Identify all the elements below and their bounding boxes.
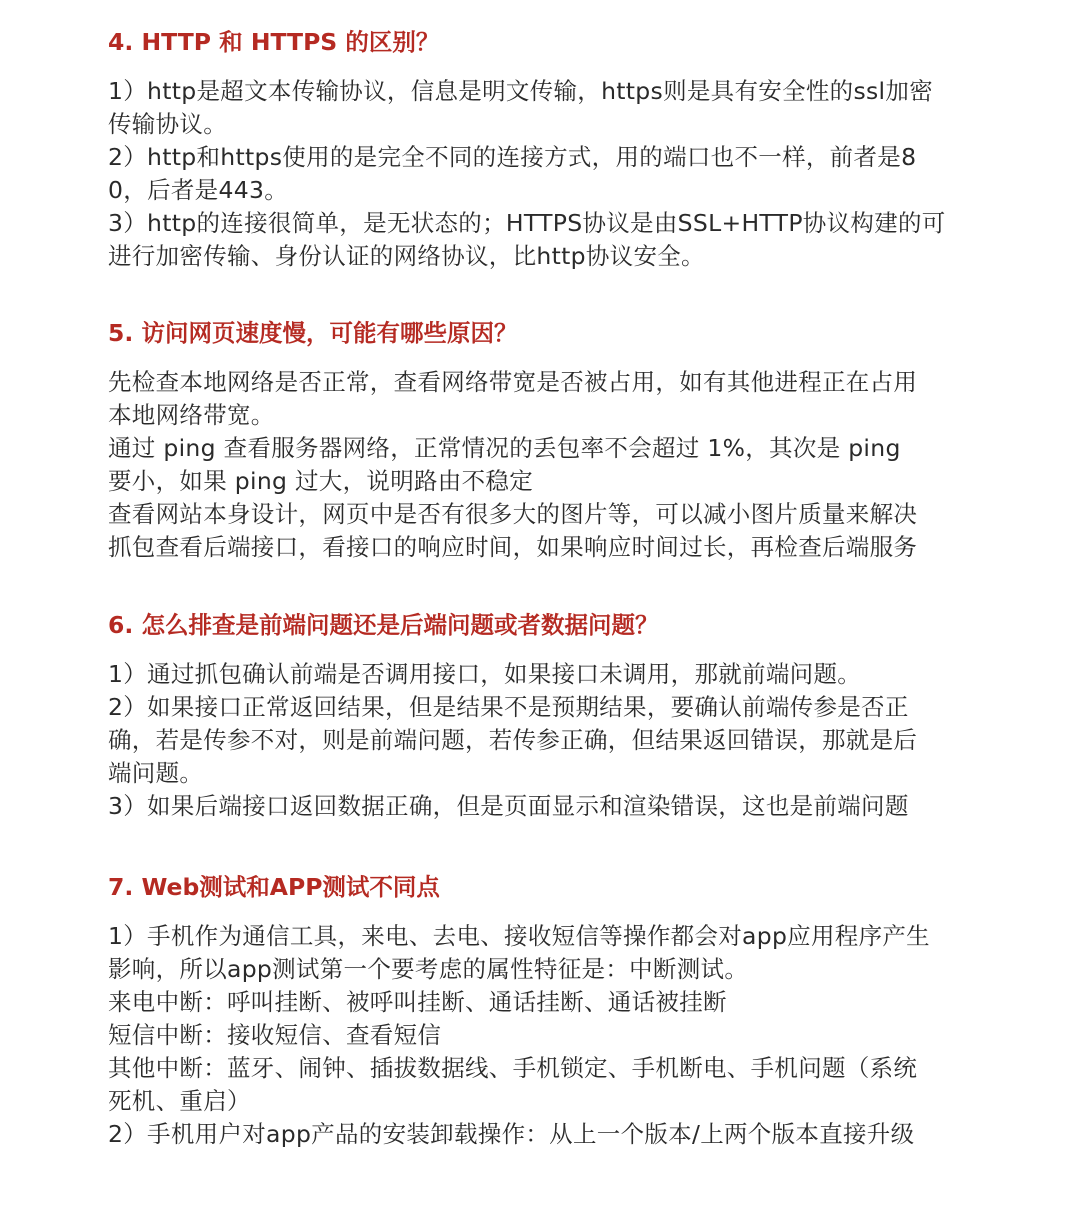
section-body xyxy=(108,658,1020,823)
text-line: 先检查本地网络是否正常，查看网络带宽是否被占用，如有其他进程正在占用 xyxy=(108,368,918,396)
section-body xyxy=(108,366,1020,564)
section-heading: 4. HTTP 和 HTTPS 的区别？ xyxy=(108,28,440,56)
text-line: 3）如果后端接口返回数据正确，但是页面显示和渲染错误，这也是前端问题 xyxy=(108,792,909,820)
text-line: 传输协议。 xyxy=(108,110,227,138)
text-line: 其他中断：蓝牙、闹钟、插拔数据线、手机锁定、手机断电、手机问题（系统 xyxy=(108,1054,918,1082)
text-line: 0，后者是443。 xyxy=(108,176,289,204)
text-line: 确，若是传参不对，则是前端问题，若传参正确，但结果返回错误，那就是后 xyxy=(108,726,918,754)
section-heading: 6. 怎么排查是前端问题还是后端问题或者数据问题？ xyxy=(108,611,659,639)
text-line: 1）通过抓包确认前端是否调用接口，如果接口未调用，那就前端问题。 xyxy=(108,660,862,688)
text-line: 2）如果接口正常返回结果，但是结果不是预期结果，要确认前端传参是否正 xyxy=(108,693,909,721)
section-slow-page xyxy=(108,313,1020,564)
text-line: 端问题。 xyxy=(108,759,204,787)
text-line: 查看网站本身设计，网页中是否有很多大的图片等，可以减小图片质量来解决 xyxy=(108,500,918,528)
text-line: 本地网络带宽。 xyxy=(108,401,275,429)
section-body xyxy=(108,920,1020,1151)
text-line: 1）手机作为通信工具，来电、去电、接收短信等操作都会对app应用程序产生 xyxy=(108,922,930,950)
text-line: 通过 ping 查看服务器网络，正常情况的丢包率不会超过 1%，其次是 ping xyxy=(108,434,901,462)
text-line: 短信中断：接收短信、查看短信 xyxy=(108,1021,442,1049)
text-line: 死机、重启） xyxy=(108,1087,251,1115)
text-line: 进行加密传输、身份认证的网络协议，比http协议安全。 xyxy=(108,242,705,270)
text-line: 2）手机用户对app产品的安装卸载操作：从上一个版本/上两个版本直接升级 xyxy=(108,1120,915,1148)
text-line: 来电中断：呼叫挂断、被呼叫挂断、通话挂断、通话被挂断 xyxy=(108,988,727,1016)
section-heading: 5. 访问网页速度慢，可能有哪些原因？ xyxy=(108,319,518,347)
text-line: 抓包查看后端接口，看接口的响应时间，如果响应时间过长，再检查后端服务 xyxy=(108,533,918,561)
section-frontend-backend xyxy=(108,605,1020,823)
text-line: 2）http和https使用的是完全不同的连接方式，用的端口也不一样，前者是8 xyxy=(108,143,917,171)
section-heading: 7. Web测试和APP测试不同点 xyxy=(108,873,440,901)
text-line: 1）http是超文本传输协议，信息是明文传输，https则是具有安全性的ssl加密 xyxy=(108,77,933,105)
text-line: 3）http的连接很简单，是无状态的；HTTPS协议是由SSL+HTTP协议构建的可 xyxy=(108,209,946,237)
text-line: 影响，所以app测试第一个要考虑的属性特征是：中断测试。 xyxy=(108,955,749,983)
section-http-vs-https xyxy=(108,22,1020,273)
section-body xyxy=(108,75,1020,273)
section-web-vs-app xyxy=(108,867,1020,1151)
text-line: 要小，如果 ping 过大，说明路由不稳定 xyxy=(108,467,533,495)
